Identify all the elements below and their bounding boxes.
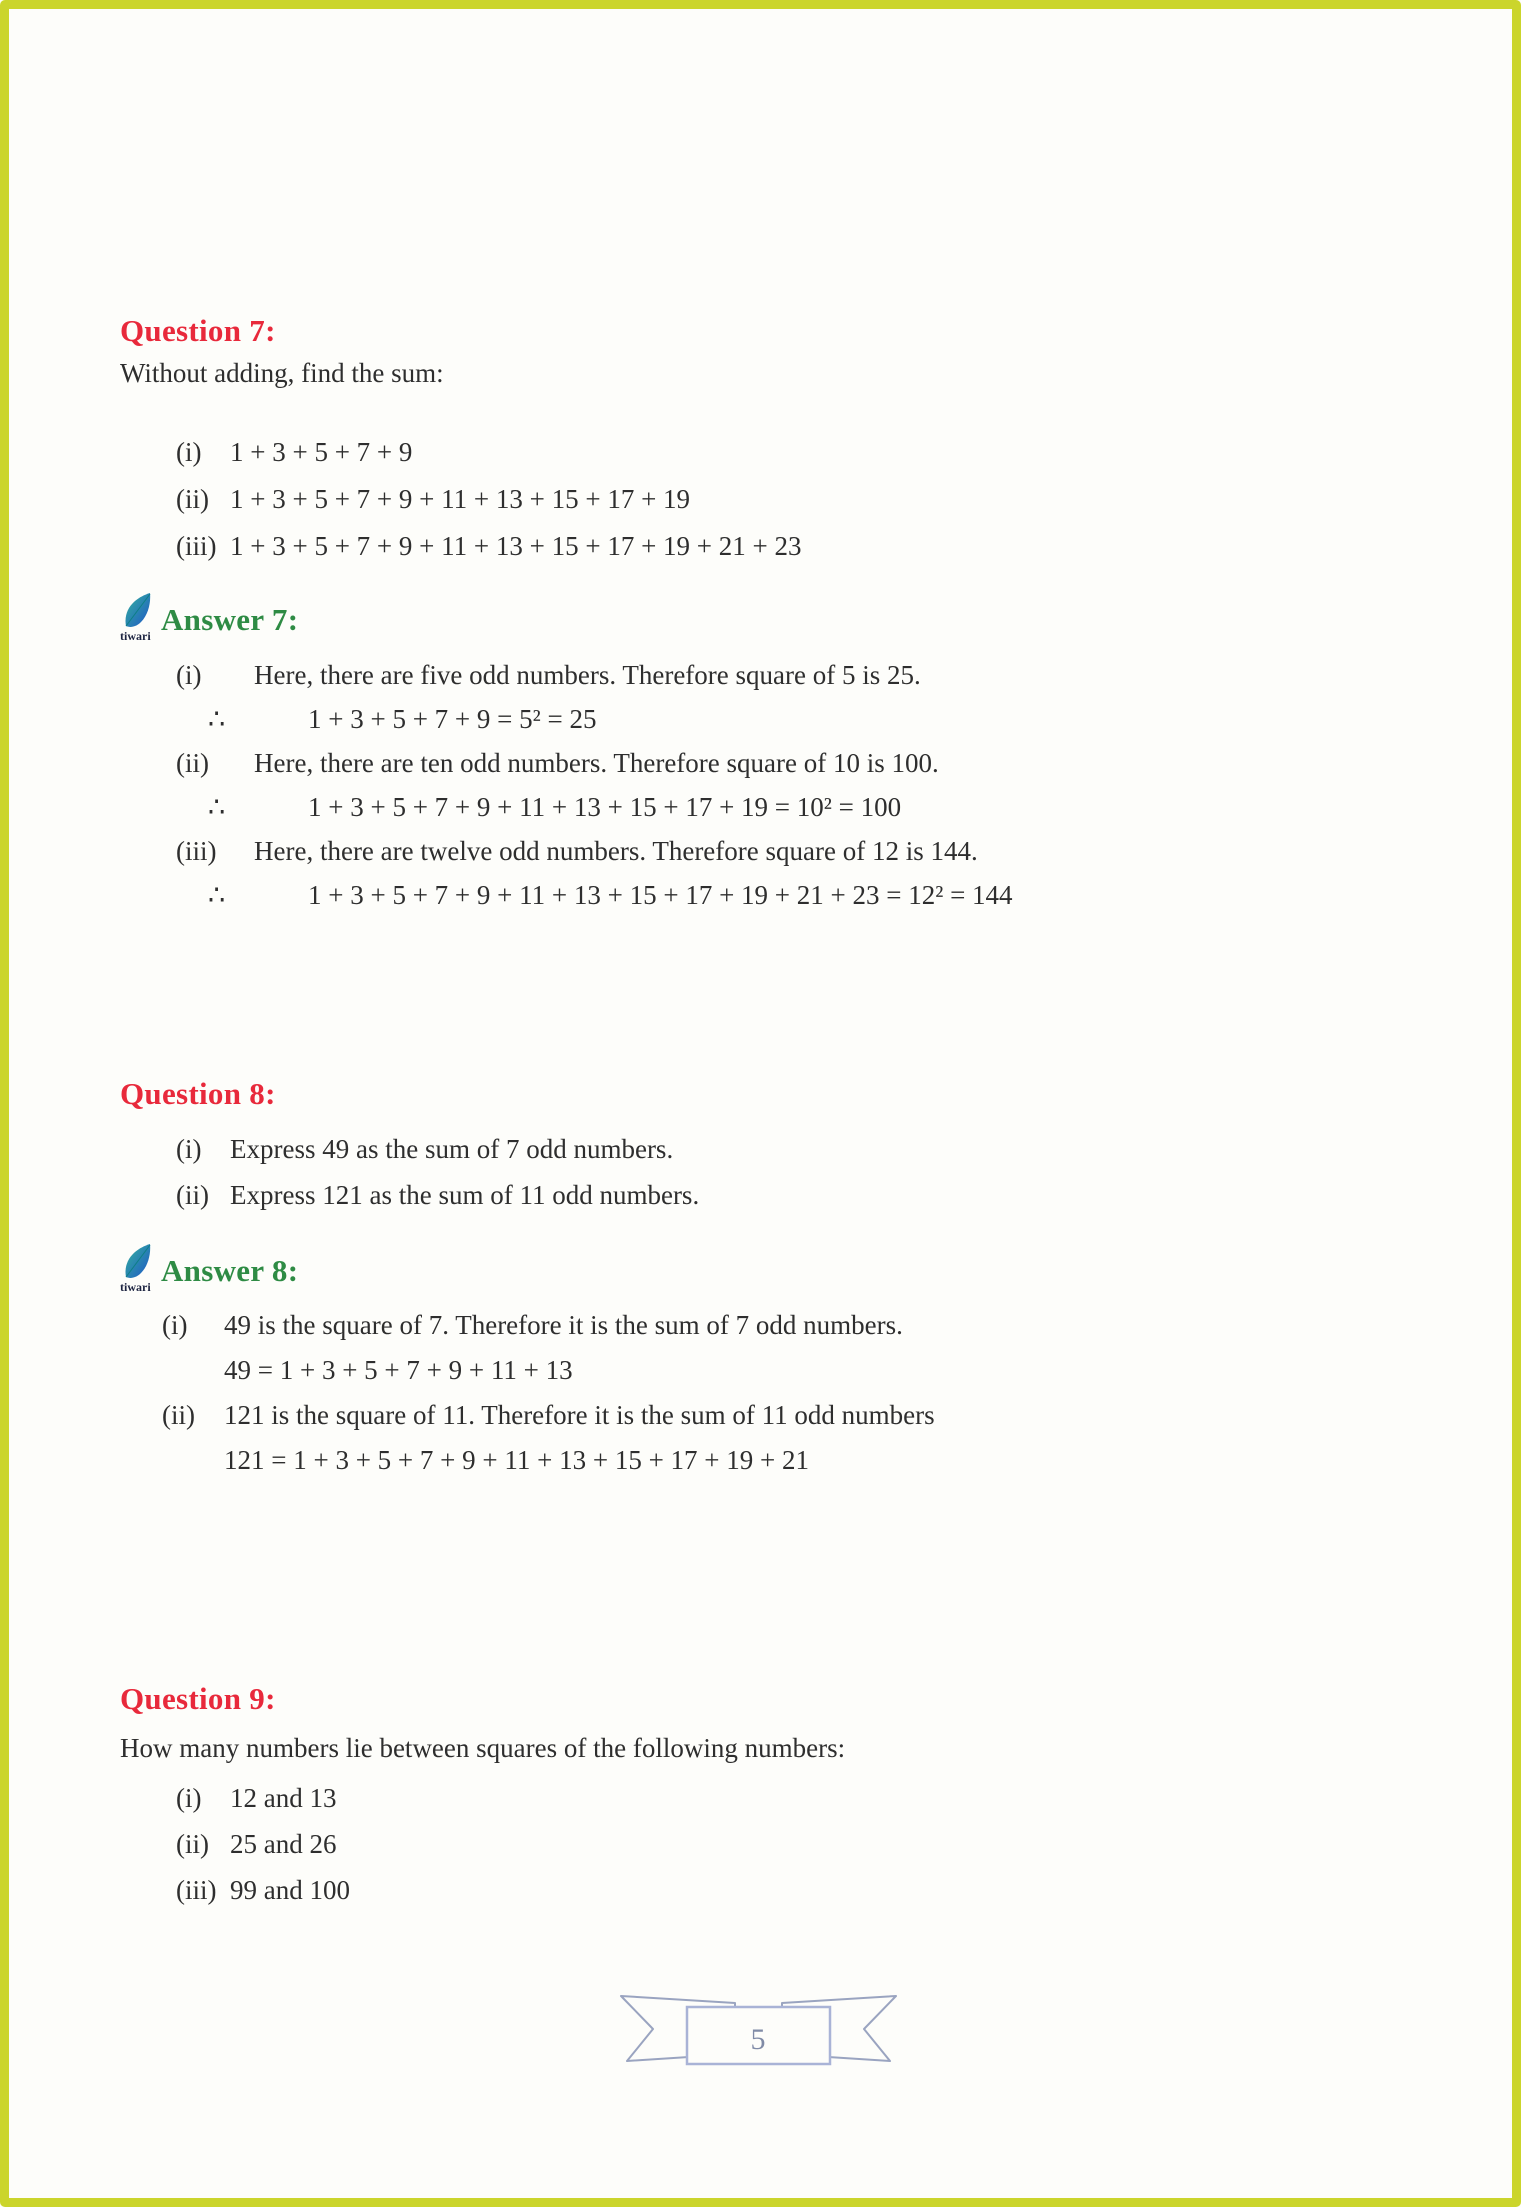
answer-line: [120, 741, 1431, 785]
item-label: (ii): [162, 1400, 195, 1430]
item-label: (i): [176, 437, 202, 467]
equation-text: 1 + 3 + 5 + 7 + 9 + 11 + 13 + 15 + 17 + 19 = 10² = 100: [308, 792, 902, 822]
list-item: [120, 523, 1431, 570]
answer-line: [120, 653, 1431, 697]
question-9-intro: How many numbers lie between squares of the following numbers:: [120, 1733, 846, 1763]
question-9-items: [120, 1775, 1431, 1913]
equation-text: 49 = 1 + 3 + 5 + 7 + 9 + 11 + 13: [224, 1355, 573, 1385]
therefore-symbol: ∴: [208, 792, 226, 822]
therefore-symbol: ∴: [208, 704, 226, 734]
item-text: 1 + 3 + 5 + 7 + 9 + 11 + 13 + 15 + 17 + 19: [230, 484, 691, 514]
equation-line: [120, 785, 1431, 829]
equation-line: [120, 1348, 1431, 1393]
question-8-items: [120, 1126, 1431, 1218]
therefore-symbol: ∴: [208, 880, 226, 910]
answer-7-body: [120, 653, 1431, 917]
item-text: Express 121 as the sum of 11 odd numbers.: [230, 1180, 700, 1210]
answer-7-title: Answer 7:: [161, 602, 299, 637]
item-text: 12 and 13: [230, 1783, 337, 1813]
item-label: (iii): [176, 531, 217, 561]
answer-text: Here, there are five odd numbers. Therefore square of 5 is 25.: [254, 660, 921, 690]
answer-8-body: [120, 1303, 1431, 1483]
question-8-heading: Question 8:: [120, 1076, 276, 1111]
tiwari-leaf-icon: [120, 592, 154, 644]
list-item: [120, 476, 1431, 523]
list-item: [120, 1775, 1431, 1821]
list-item: [120, 1126, 1431, 1172]
item-label: (iii): [176, 1875, 217, 1905]
equation-text: 1 + 3 + 5 + 7 + 9 + 11 + 13 + 15 + 17 + 19 + 21 + 23 = 12² = 144: [308, 880, 1013, 910]
equation-text: 121 = 1 + 3 + 5 + 7 + 9 + 11 + 13 + 15 + 17 + 19 + 21: [224, 1445, 809, 1475]
ribbon-banner-icon: [617, 1990, 900, 2070]
answer-text: 121 is the square of 11. Therefore it is the sum of 11 odd numbers: [224, 1400, 935, 1430]
question-7-items: [120, 429, 1431, 570]
answer-8-heading: [120, 1245, 1431, 1294]
item-label: (iii): [176, 836, 217, 866]
page-number-ribbon: [617, 1990, 900, 2070]
item-text: 99 and 100: [230, 1875, 350, 1905]
answer-7-heading: [120, 594, 1431, 643]
answer-line: [120, 1393, 1431, 1438]
item-label: (ii): [176, 1180, 209, 1210]
item-label: (ii): [176, 484, 209, 514]
item-text: 25 and 26: [230, 1829, 337, 1859]
question-7-intro: Without adding, find the sum:: [120, 358, 444, 388]
item-label: (ii): [176, 1829, 209, 1859]
item-label: (i): [176, 1134, 202, 1164]
item-label: (i): [176, 1783, 202, 1813]
answer-text: 49 is the square of 7. Therefore it is the sum of 7 odd numbers.: [224, 1310, 903, 1340]
list-item: [120, 429, 1431, 476]
page-number: 5: [750, 2023, 766, 2056]
tiwari-leaf-icon: [120, 1243, 154, 1295]
item-text: 1 + 3 + 5 + 7 + 9 + 11 + 13 + 15 + 17 + 19 + 21 + 23: [230, 531, 802, 561]
item-text: 1 + 3 + 5 + 7 + 9: [230, 437, 413, 467]
list-item: [120, 1821, 1431, 1867]
question-9-heading: Question 9:: [120, 1681, 276, 1716]
equation-line: [120, 1438, 1431, 1483]
item-label: (ii): [176, 748, 209, 778]
equation-text: 1 + 3 + 5 + 7 + 9 = 5² = 25: [308, 704, 597, 734]
answer-line: [120, 1303, 1431, 1348]
answer-8-title: Answer 8:: [161, 1253, 299, 1288]
item-label: (i): [176, 660, 202, 690]
equation-line: [120, 697, 1431, 741]
answer-line: [120, 829, 1431, 873]
list-item: [120, 1867, 1431, 1913]
item-label: (i): [162, 1310, 188, 1340]
item-text: Express 49 as the sum of 7 odd numbers.: [230, 1134, 674, 1164]
equation-line: [120, 873, 1431, 917]
answer-text: Here, there are twelve odd numbers. Therefore square of 12 is 144.: [254, 836, 978, 866]
answer-text: Here, there are ten odd numbers. Therefore square of 10 is 100.: [254, 748, 939, 778]
question-7-heading: Question 7:: [120, 313, 276, 348]
worksheet-page: [120, 0, 1431, 2070]
tiwari-logo-text: tiwari: [120, 1280, 151, 1294]
list-item: [120, 1172, 1431, 1218]
tiwari-logo-text: tiwari: [120, 629, 151, 643]
